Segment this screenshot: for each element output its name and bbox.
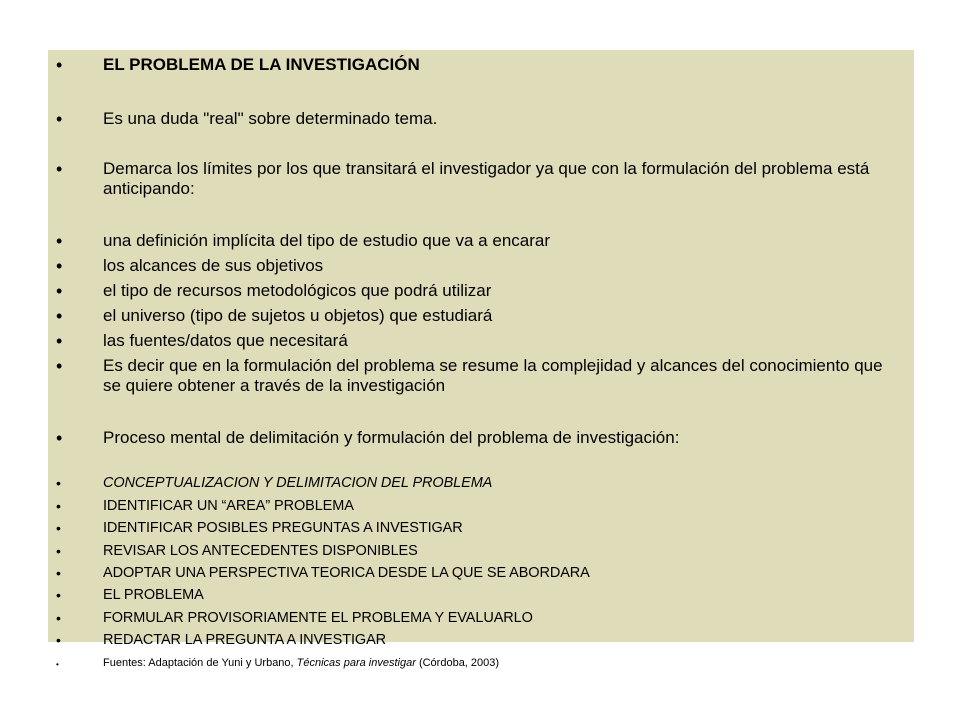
bullet: •	[56, 632, 61, 648]
bullet: •	[56, 306, 63, 326]
step-text: IDENTIFICAR POSIBLES PREGUNTAS A INVESTIGAR	[103, 520, 463, 536]
bullet: •	[56, 231, 63, 251]
list-item-text: las fuentes/datos que necesitará	[103, 331, 348, 350]
step-text: REDACTAR LA PREGUNTA A INVESTIGAR	[103, 632, 387, 648]
list-item-text: una definición implícita del tipo de estudio que va a encarar	[103, 231, 551, 250]
bullet: •	[56, 256, 63, 276]
list-item-text: el tipo de recursos metodológicos que podrá utilizar	[103, 281, 492, 300]
bullet: •	[56, 159, 63, 179]
step-text: REVISAR LOS ANTECEDENTES DISPONIBLES	[103, 543, 418, 559]
step-text: EL PROBLEMA	[103, 587, 204, 603]
bullet: •	[56, 498, 61, 514]
step-text: FORMULAR PROVISORIAMENTE EL PROBLEMA Y EVALUARLO	[103, 610, 533, 626]
source-book-title: Técnicas para investigar	[296, 657, 416, 669]
list-item-text: el universo (tipo de sujetos u objetos) que estudiará	[103, 306, 493, 325]
step-text: CONCEPTUALIZACION Y DELIMITACION DEL PROBLEMA	[103, 475, 493, 491]
source-suffix: (Córdoba, 2003)	[415, 657, 500, 669]
step-text: ADOPTAR UNA PERSPECTIVA TEORICA DESDE LA QUE SE ABORDARA	[103, 565, 590, 581]
bullet: •	[56, 109, 63, 129]
bullet: •	[56, 281, 63, 301]
list-item-text: los alcances de sus objetivos	[103, 256, 324, 275]
bullet: •	[56, 660, 59, 669]
bullet: •	[56, 55, 63, 75]
bullet: •	[56, 543, 61, 559]
bullet: •	[56, 587, 61, 603]
bullet: •	[56, 475, 61, 491]
bullet: •	[56, 610, 61, 626]
bullet: •	[56, 520, 61, 536]
source-text	[103, 657, 893, 670]
bullet: •	[56, 356, 63, 376]
bullet: •	[56, 428, 63, 448]
list-item-text: Demarca los límites por los que transitará el investigador ya que con la formulación del problema está anticipando:	[103, 159, 870, 198]
step-text: IDENTIFICAR UN “AREA” PROBLEMA	[103, 498, 354, 514]
title-text: EL PROBLEMA DE LA INVESTIGACIÓN	[103, 55, 420, 74]
list-item-text: Es una duda "real" sobre determinado tema.	[103, 109, 438, 128]
bullet: •	[56, 565, 61, 581]
source-prefix: Fuentes: Adaptación de Yuni y Urbano,	[103, 657, 297, 669]
bullet: •	[56, 331, 63, 351]
list-item-text: Proceso mental de delimitación y formulación del problema de investigación:	[103, 428, 680, 447]
list-item-text: Es decir que en la formulación del problema se resume la complejidad y alcances del conocimiento que se quiere obtener a través de la investigación	[103, 356, 883, 395]
